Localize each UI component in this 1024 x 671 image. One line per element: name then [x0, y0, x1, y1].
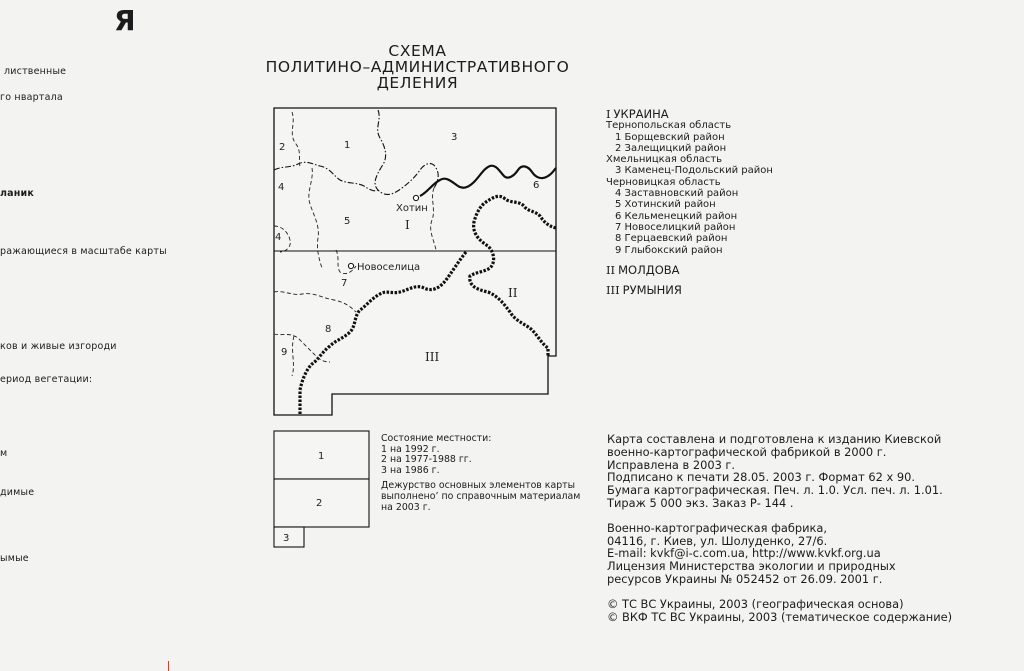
- coverage-cell-label: 2: [316, 498, 323, 509]
- district-number: 2: [279, 142, 286, 153]
- scheme-title-line: СХЕМА: [388, 42, 447, 60]
- factory-line: 04116, г. Киев, ул. Шолуденко, 27/6.: [607, 533, 828, 548]
- legend-country: [606, 109, 773, 120]
- factory-line: Лицензия Министерства экологии и природных: [607, 559, 896, 574]
- edge-mark: [168, 661, 169, 671]
- credit-line: Тираж 5 000 экз. Заказ Р- 144 .: [607, 495, 794, 510]
- factory-contact: E-mail: kvkf@i-c.com.ua, http://www.kvkf.org.ua: [607, 546, 881, 561]
- left-fragment-text: ланик: [0, 188, 35, 199]
- coverage-cell-label: 1: [318, 451, 325, 462]
- coverage-item: 1 на 1992 г.: [381, 443, 440, 455]
- credit-line: Карта составлена и подготовлена к изданию Киевской: [607, 432, 942, 446]
- publishing-credits: [607, 433, 952, 623]
- left-fragment-text: ков и живые изгороди: [0, 341, 117, 352]
- coverage-title: Состояние местности:: [381, 433, 492, 444]
- legend-district: 1 Борщевский район: [615, 131, 725, 143]
- copyright-line: © ТС ВС Украины, 2003 (географическая основа): [607, 596, 904, 611]
- country-mark: II: [508, 286, 518, 300]
- district-number: 1: [344, 140, 351, 151]
- legend-country-name: РУМЫНИЯ: [622, 283, 682, 298]
- legend-district: 7 Новоселицкий район: [615, 221, 736, 233]
- legend-country-name: УКРАИНА: [613, 107, 669, 121]
- legend-district: 3 Каменец-Подольский район: [615, 165, 773, 177]
- credit-line: Бумага картографическая. Печ. л. 1.0. Усл. печ. л. 1.01.: [607, 483, 943, 498]
- district-number: 5: [344, 216, 351, 227]
- district-number: 7: [341, 278, 348, 289]
- city-label-khotyn: Хотин: [396, 203, 428, 214]
- left-fragment-text: лиственные: [4, 66, 67, 77]
- country-mark: I: [405, 218, 410, 232]
- scheme-title-line: ДЕЛЕНИЯ: [376, 74, 459, 92]
- city-marker-khotyn: [413, 195, 418, 200]
- scheme-legend: [606, 109, 773, 296]
- legend-district: 9 Глыбокский район: [615, 244, 723, 256]
- legend-country: [606, 262, 773, 277]
- duty-line: Дежурство основных элементов карты: [381, 480, 576, 492]
- legend-country-roman: II: [606, 262, 616, 277]
- scheme-title-line: ПОЛИТИНО–АДМИНИСТРАТИВНОГО: [265, 58, 570, 76]
- credit-line: Исправлена в 2003 г.: [607, 457, 736, 472]
- coverage-cell-label: 3: [283, 533, 290, 544]
- legend-country-roman: III: [606, 283, 620, 298]
- duty-line: выполнено’ по справочным материалам: [381, 490, 581, 502]
- district-number: 8: [325, 324, 332, 335]
- left-fragment-text: ражающиеся в масштабе карты: [0, 246, 167, 257]
- legend-country-name: МОЛДОВА: [618, 262, 680, 277]
- legend-district: 2 Залещицкий район: [615, 142, 727, 154]
- left-fragment-text: ымые: [0, 553, 29, 564]
- legend-district: 5 Хотинский район: [615, 199, 716, 211]
- country-mark: III: [425, 350, 440, 364]
- district-number: 4: [275, 232, 282, 243]
- credit-line: Подписано к печати 28.05. 2003 г. Формат 62 х 90.: [607, 470, 915, 485]
- left-fragment-text: димые: [0, 487, 35, 498]
- legend-region: Хмельницкая область: [606, 154, 723, 166]
- legend-country-roman: I: [606, 107, 611, 121]
- legend-country: [606, 285, 773, 296]
- legend-district: 8 Герцаевский район: [615, 233, 728, 245]
- district-number: 3: [451, 132, 458, 143]
- district-number: 9: [281, 347, 288, 358]
- cropped-heading-letter: Я: [114, 4, 136, 37]
- legend-region: Тернопольская область: [606, 120, 732, 132]
- legend-region: Черновицкая область: [606, 176, 721, 188]
- coverage-item: 3 на 1986 г.: [381, 464, 440, 476]
- district-number: 4: [278, 182, 285, 193]
- credit-line: военно-картографической фабрикой в 2000 г.: [607, 444, 887, 459]
- left-fragment-text: го нвартала: [0, 92, 63, 103]
- city-label-novoselytsia: Новоселица: [357, 262, 421, 273]
- duty-line: на 2003 г.: [381, 501, 431, 513]
- legend-district: 6 Кельменецкий район: [615, 210, 738, 222]
- district-number: 6: [533, 180, 540, 191]
- coverage-notes: [381, 434, 580, 513]
- left-fragment-text: м: [0, 448, 8, 459]
- factory-line: Военно-картографическая фабрика,: [607, 520, 827, 535]
- legend-district: 4 Заставновский район: [615, 188, 739, 200]
- coverage-item: 2 на 1977-1988 гг.: [381, 454, 472, 466]
- copyright-line: © ВКФ ТС ВС Украины, 2003 (тематическое содержание): [607, 609, 953, 624]
- left-fragment-text: ериод вегетации:: [0, 374, 93, 385]
- city-marker-novoselytsia: [348, 263, 353, 268]
- factory-line: ресурсов Украины № 052452 от 26.09. 2001 г.: [607, 571, 883, 586]
